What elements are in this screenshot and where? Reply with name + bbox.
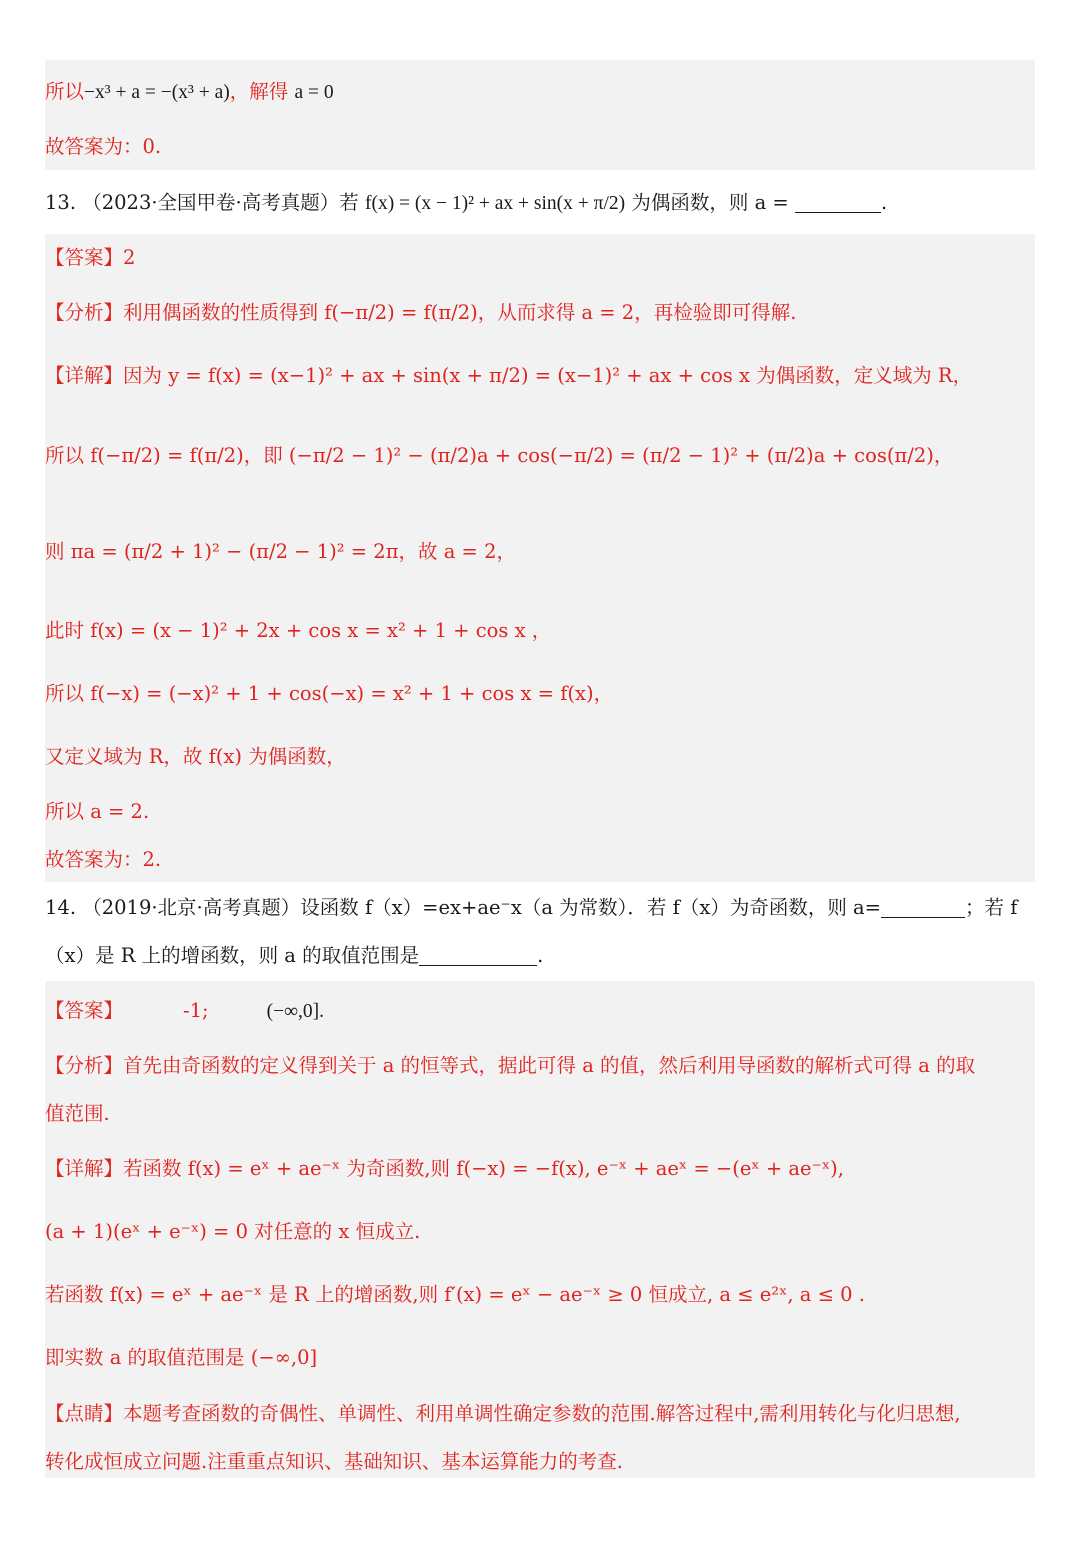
answer-blank	[881, 897, 965, 918]
analysis-line-2: 值范围.	[45, 1102, 110, 1125]
answer-blank	[795, 192, 881, 213]
solution-14-block	[45, 981, 1035, 1478]
detail-line-4: 此时 f(x) = (x − 1)² + 2x + cos x = x² + 1 + cos x ，	[45, 619, 552, 642]
solution-13-block	[45, 234, 1035, 882]
answer-line: 【答案】 -1; (−∞,0].	[45, 999, 324, 1022]
detail-line-3: 则 πa = (π/2 + 1)² − (π/2 − 1)² = 2π，故 a = 2，	[45, 540, 516, 563]
detail-line-7: 所以 a = 2.	[45, 800, 150, 823]
detail-line-3: 若函数 f(x) = eˣ + ae⁻ˣ 是 R 上的增函数,则 f′(x) = eˣ − ae⁻ˣ ≥ 0 恒成立, a ≤ e²ˣ, a ≤ 0 .	[45, 1283, 865, 1306]
detail-line-8: 故答案为：2.	[45, 848, 162, 871]
question-14-line-2: （x）是 R 上的增函数，则 a 的取值范围是 .	[45, 944, 544, 967]
analysis-line-1: 【分析】首先由奇函数的定义得到关于 a 的恒等式，据此可得 a 的值，然后利用导函数的解析式可得 a 的取	[45, 1054, 976, 1077]
question-formula: f(x) = (x − 1)² + ax + sin(x + π/2)	[364, 193, 626, 214]
detail-line-5: 所以 f(−x) = (−x)² + 1 + cos(−x) = x² + 1 + cos x = f(x)，	[45, 682, 614, 705]
answer-blank	[419, 945, 537, 966]
detail-line-4: 即实数 a 的取值范围是 (−∞,0]	[45, 1346, 318, 1369]
detail-line-6: 又定义域为 R，故 f(x) 为偶函数，	[45, 745, 346, 768]
analysis-line: 【分析】利用偶函数的性质得到 f(−π/2) = f(π/2)，从而求得 a = 2，再检验即可得解.	[45, 301, 797, 324]
question-source: （2023·全国甲卷·高考真题）	[82, 191, 340, 214]
prev-solution-line: 所以−x³ + a = −(x³ + a)，解得 a = 0	[45, 80, 334, 103]
detail-line-1: 【详解】因为 y = f(x) = (x−1)² + ax + sin(x + π/2) = (x−1)² + ax + cos x 为偶函数，定义域为 R，	[45, 364, 973, 387]
question-14-line-1: 14. （2019·北京·高考真题）设函数 f（x）=ex+ae⁻x（a 为常数）．若 f（x）为奇函数，则 a= ；若 f	[45, 896, 1018, 919]
previous-solution-block	[45, 60, 1035, 170]
question-source: （2019·北京·高考真题）	[82, 896, 301, 919]
question-number: 13.	[45, 191, 77, 214]
question-13: 13. （2023·全国甲卷·高考真题）若 f(x) = (x − 1)² + ax + sin(x + π/2) 为偶函数，则 a = .	[45, 191, 888, 214]
comment-line-1: 【点睛】本题考查函数的奇偶性、单调性、利用单调性确定参数的范围.解答过程中,需利用转化与化归思想,	[45, 1402, 961, 1425]
answer-line: 【答案】2	[45, 246, 136, 269]
detail-line-2: (a + 1)(eˣ + e⁻ˣ) = 0 对任意的 x 恒成立.	[45, 1220, 421, 1243]
prev-answer-line: 故答案为：0.	[45, 135, 162, 158]
question-number: 14.	[45, 896, 77, 919]
detail-line-1: 【详解】若函数 f(x) = eˣ + ae⁻ˣ 为奇函数,则 f(−x) = −f(x), e⁻ˣ + aeˣ = −(eˣ + ae⁻ˣ),	[45, 1157, 844, 1180]
comment-line-2: 转化成恒成立问题.注重重点知识、基础知识、基本运算能力的考查.	[45, 1450, 623, 1473]
detail-line-2: 所以 f(−π/2) = f(π/2)，即 (−π/2 − 1)² − (π/2)a + cos(−π/2) = (π/2 − 1)² + (π/2)a + cos(π/2)，	[45, 444, 954, 467]
